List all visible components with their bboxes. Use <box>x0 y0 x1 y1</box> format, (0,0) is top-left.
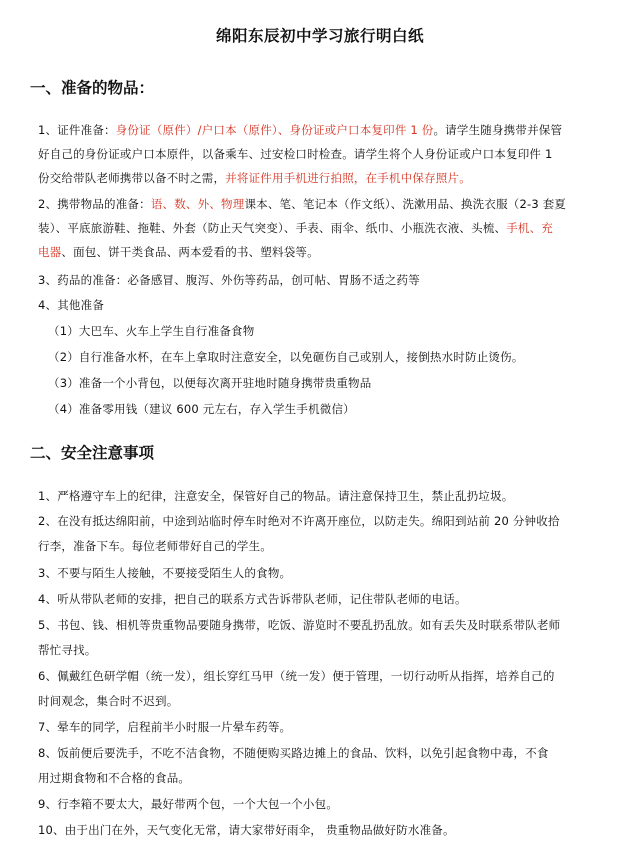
safety-item-2-line-1: 2、在没有抵达绵阳前，中途到站临时停车时绝对不许离开座位，以防走失。绵阳到站前 20 分钟收拾 <box>38 514 560 528</box>
item-4: 4、其他准备 <box>38 298 105 312</box>
item-4-sub-2: （2）自行准备水杯，在车上拿取时注意安全，以免砸伤自己或别人，接倒热水时防止烫伤。 <box>48 350 524 364</box>
item-1-text-2: 份交给带队老师携带以备不时之需， <box>38 171 226 185</box>
item-1-lead: 1、证件准备： <box>38 123 116 137</box>
safety-item-5-line-1: 5、书包、钱、相机等贵重物品要随身携带，吃饭、游览时不要乱扔乱放。如有丢失及时联系带队老师 <box>38 618 561 632</box>
item-2-text-3: 、面包、饼干类食品、两本爱看的书、塑料袋等。 <box>61 245 319 259</box>
section-heading-safety: 二、安全注意事项 <box>30 444 155 462</box>
item-1-line-3 <box>38 170 618 186</box>
item-1-line-1 <box>38 122 618 138</box>
item-2-highlight-charger: 电器 <box>38 245 62 259</box>
item-2-line-2 <box>38 220 618 236</box>
item-4-sub-3: （3）准备一个小背包，以便每次离开驻地时随身携带贵重物品 <box>48 376 372 390</box>
item-2-text: 课本、笔、笔记本（作文纸）、洗漱用品、换洗衣服（2-3 套夏 <box>244 197 567 211</box>
safety-item-9: 9、行李箱不要太大，最好带两个包，一个大包一个小包。 <box>38 797 339 811</box>
safety-item-3: 3、不要与陌生人接触，不要接受陌生人的食物。 <box>38 566 292 580</box>
item-2-highlight-phone: 手机、充 <box>506 221 554 235</box>
safety-item-2-line-2: 行李，准备下车。每位老师带好自己的学生。 <box>38 539 272 553</box>
safety-item-6-line-2: 时间观念，集合时不迟到。 <box>38 694 179 708</box>
item-1-highlight-documents: 身份证（原件）/户口本（原件）、身份证或户口本复印件 1 份 <box>115 123 434 137</box>
safety-item-10: 10、由于出门在外，天气变化无常，请大家带好雨伞， 贵重物品做好防水准备。 <box>38 823 455 837</box>
item-2-lead: 2、携带物品的准备： <box>38 197 151 211</box>
item-2-highlight-subjects: 语、数、外、物理 <box>150 197 245 211</box>
item-3: 3、药品的准备：必备感冒、腹泻、外伤等药品，创可帖、胃肠不适之药等 <box>38 273 420 287</box>
item-1-line-2: 好自己的身份证或户口本原件，以备乘车、过安检口时检查。请学生将个人身份证或户口本复印件 1 <box>38 147 553 161</box>
section-heading-preparation: 一、准备的物品： <box>30 79 155 97</box>
item-4-sub-4: （4）准备零用钱（建议 600 元左右，存入学生手机微信） <box>48 402 355 416</box>
item-4-sub-1: （1）大巴车、火车上学生自行准备食物 <box>48 324 255 338</box>
item-1-text: 。请学生随身携带并保管 <box>433 123 563 137</box>
safety-item-4: 4、听从带队老师的安排，把自己的联系方式告诉带队老师，记住带队老师的电话。 <box>38 592 467 606</box>
safety-item-6-line-1: 6、佩戴红色研学帽（统一发），组长穿红马甲（统一发）便于管理，一切行动听从指挥，培养自己的 <box>38 669 555 683</box>
item-2-line-1 <box>38 196 618 212</box>
safety-item-7: 7、晕车的同学，启程前半小时服一片晕车药等。 <box>38 720 292 734</box>
item-1-highlight-photo: 并将证件用手机进行拍照，在手机中保存照片。 <box>225 171 471 185</box>
page-title: 绵阳东辰初中学习旅行明白纸 <box>215 27 424 45</box>
safety-item-1: 1、严格遵守车上的纪律，注意安全，保管好自己的物品。请注意保持卫生，禁止乱扔垃圾。 <box>38 489 514 503</box>
safety-item-8-line-2: 用过期食物和不合格的食品。 <box>38 771 191 785</box>
item-2-line-3 <box>38 244 618 260</box>
item-2-text-2: 装）、平底旅游鞋、拖鞋、外套（防止天气突变）、手表、雨伞、纸巾、小瓶洗衣液、头梳、 <box>38 221 507 235</box>
safety-item-8-line-1: 8、饭前便后要洗手，不吃不洁食物，不随便购买路边摊上的食品、饮料，以免引起食物中毒，不食 <box>38 746 549 760</box>
safety-item-5-line-2: 帮忙寻找。 <box>38 643 97 657</box>
